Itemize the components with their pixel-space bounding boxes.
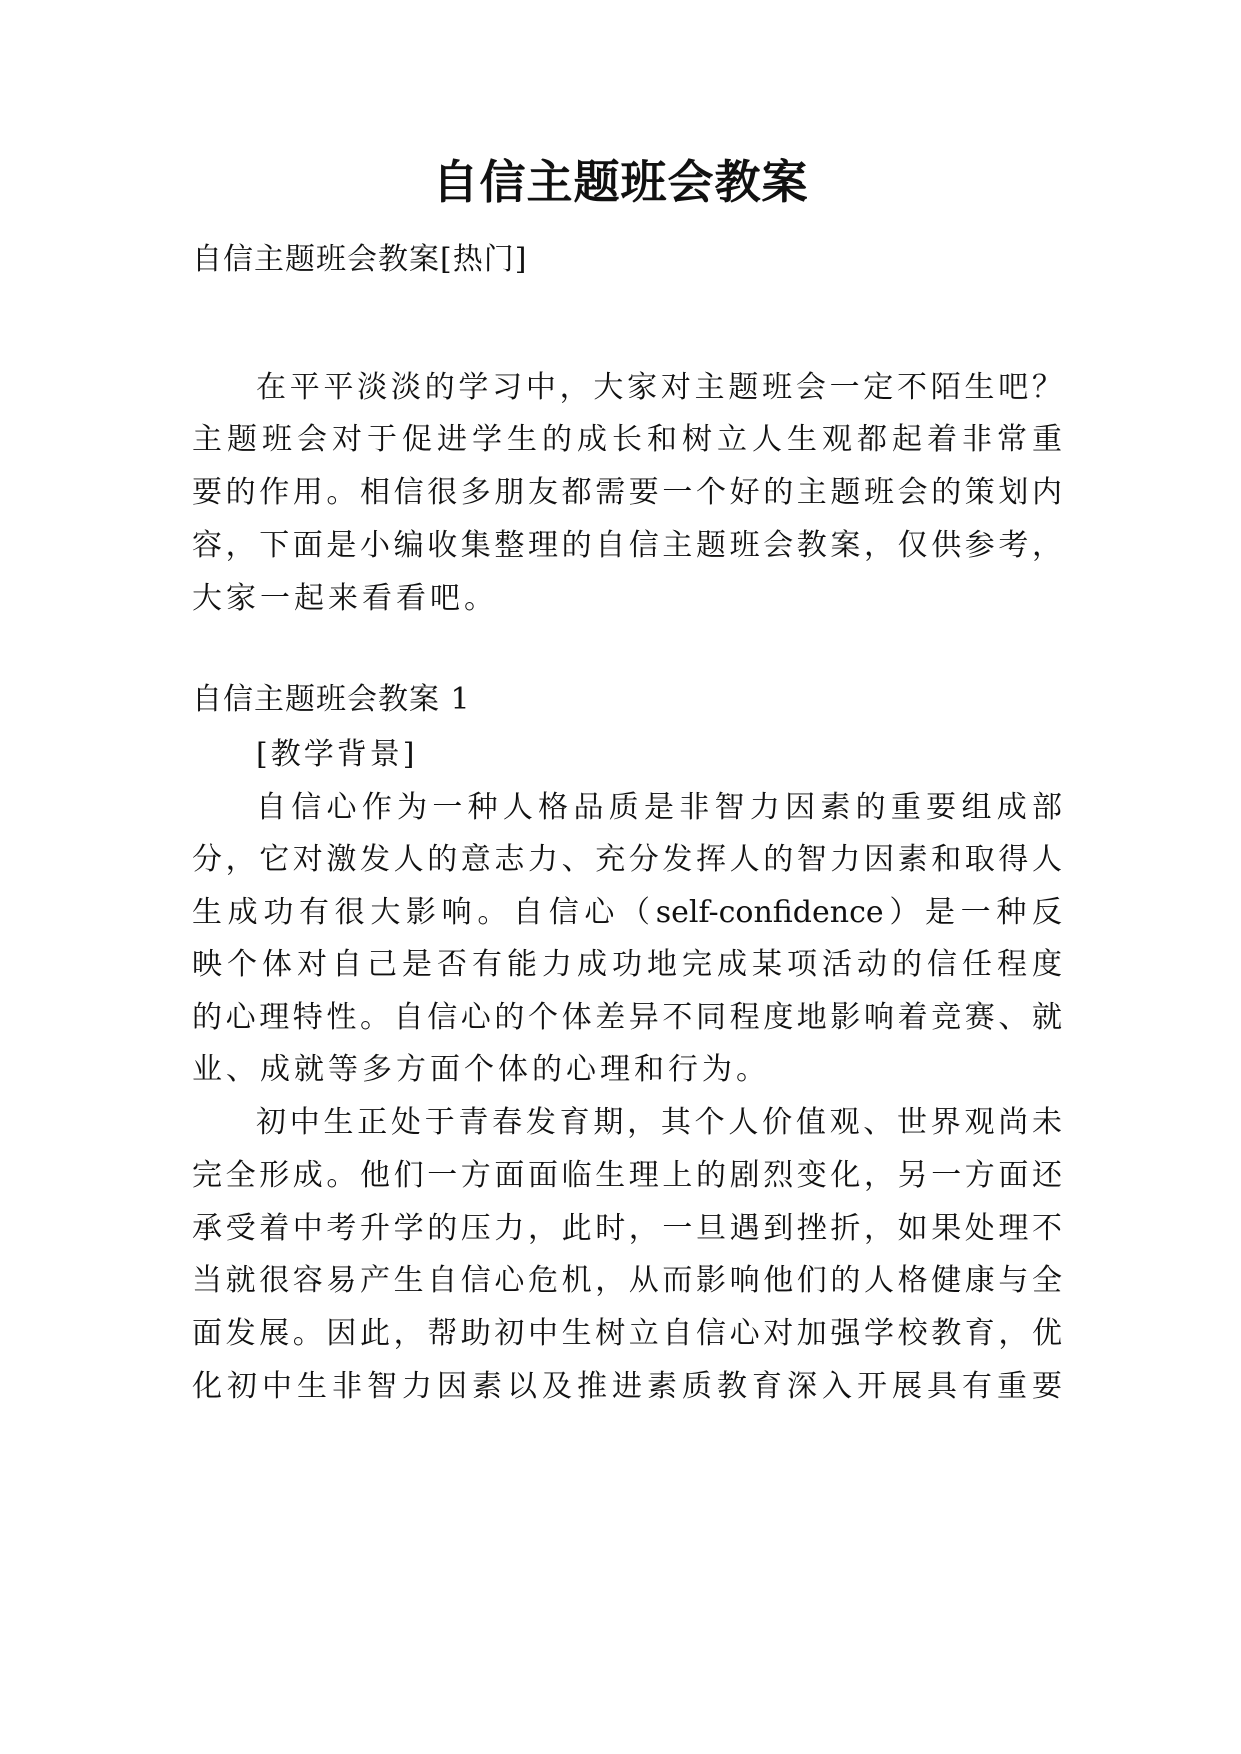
- intro-line: 主题班会对于促进学生的成长和树立人生观都起着非常重: [192, 422, 1062, 457]
- paragraph-line: 当就很容易产生自信心危机，从而影响他们的人格健康与全: [192, 1263, 1062, 1298]
- paragraph-line: 业、成就等多方面个体的心理和行为。: [192, 1052, 770, 1087]
- paragraph-line: 生成功有很大影响。自信心（self-confidence）是一种反: [192, 895, 1062, 930]
- paragraph-line: 分，它对激发人的意志力、充分发挥人的智力因素和取得人: [192, 842, 1062, 877]
- page-title: 自信主题班会教案: [432, 155, 809, 209]
- intro-line: 大家一起来看看吧。: [192, 581, 498, 616]
- section-label: [教学背景]: [256, 737, 418, 772]
- paragraph-line: 化初中生非智力因素以及推进素质教育深入开展具有重要: [192, 1369, 1062, 1404]
- paragraph-line: 自信心作为一种人格品质是非智力因素的重要组成部: [256, 790, 1062, 825]
- paragraph-line: 的心理特性。自信心的个体差异不同程度地影响着竞赛、就: [192, 1000, 1062, 1035]
- paragraph-line: 映个体对自己是否有能力成功地完成某项活动的信任程度: [192, 947, 1062, 982]
- paragraph-line: 初中生正处于青春发育期，其个人价值观、世界观尚未: [256, 1105, 1062, 1140]
- section-heading: 自信主题班会教案 1: [192, 682, 471, 717]
- paragraph-line: 完全形成。他们一方面面临生理上的剧烈变化，另一方面还: [192, 1158, 1062, 1193]
- intro-line: 在平平淡淡的学习中，大家对主题班会一定不陌生吧？: [256, 370, 1062, 405]
- document-subtitle: 自信主题班会教案[热门]: [192, 242, 528, 277]
- paragraph-line: 面发展。因此，帮助初中生树立自信心对加强学校教育，优: [192, 1316, 1062, 1351]
- intro-line: 要的作用。相信很多朋友都需要一个好的主题班会的策划内: [192, 475, 1062, 510]
- paragraph-line: 承受着中考升学的压力，此时，一旦遇到挫折，如果处理不: [192, 1211, 1062, 1246]
- intro-line: 容，下面是小编收集整理的自信主题班会教案，仅供参考，: [192, 528, 1062, 563]
